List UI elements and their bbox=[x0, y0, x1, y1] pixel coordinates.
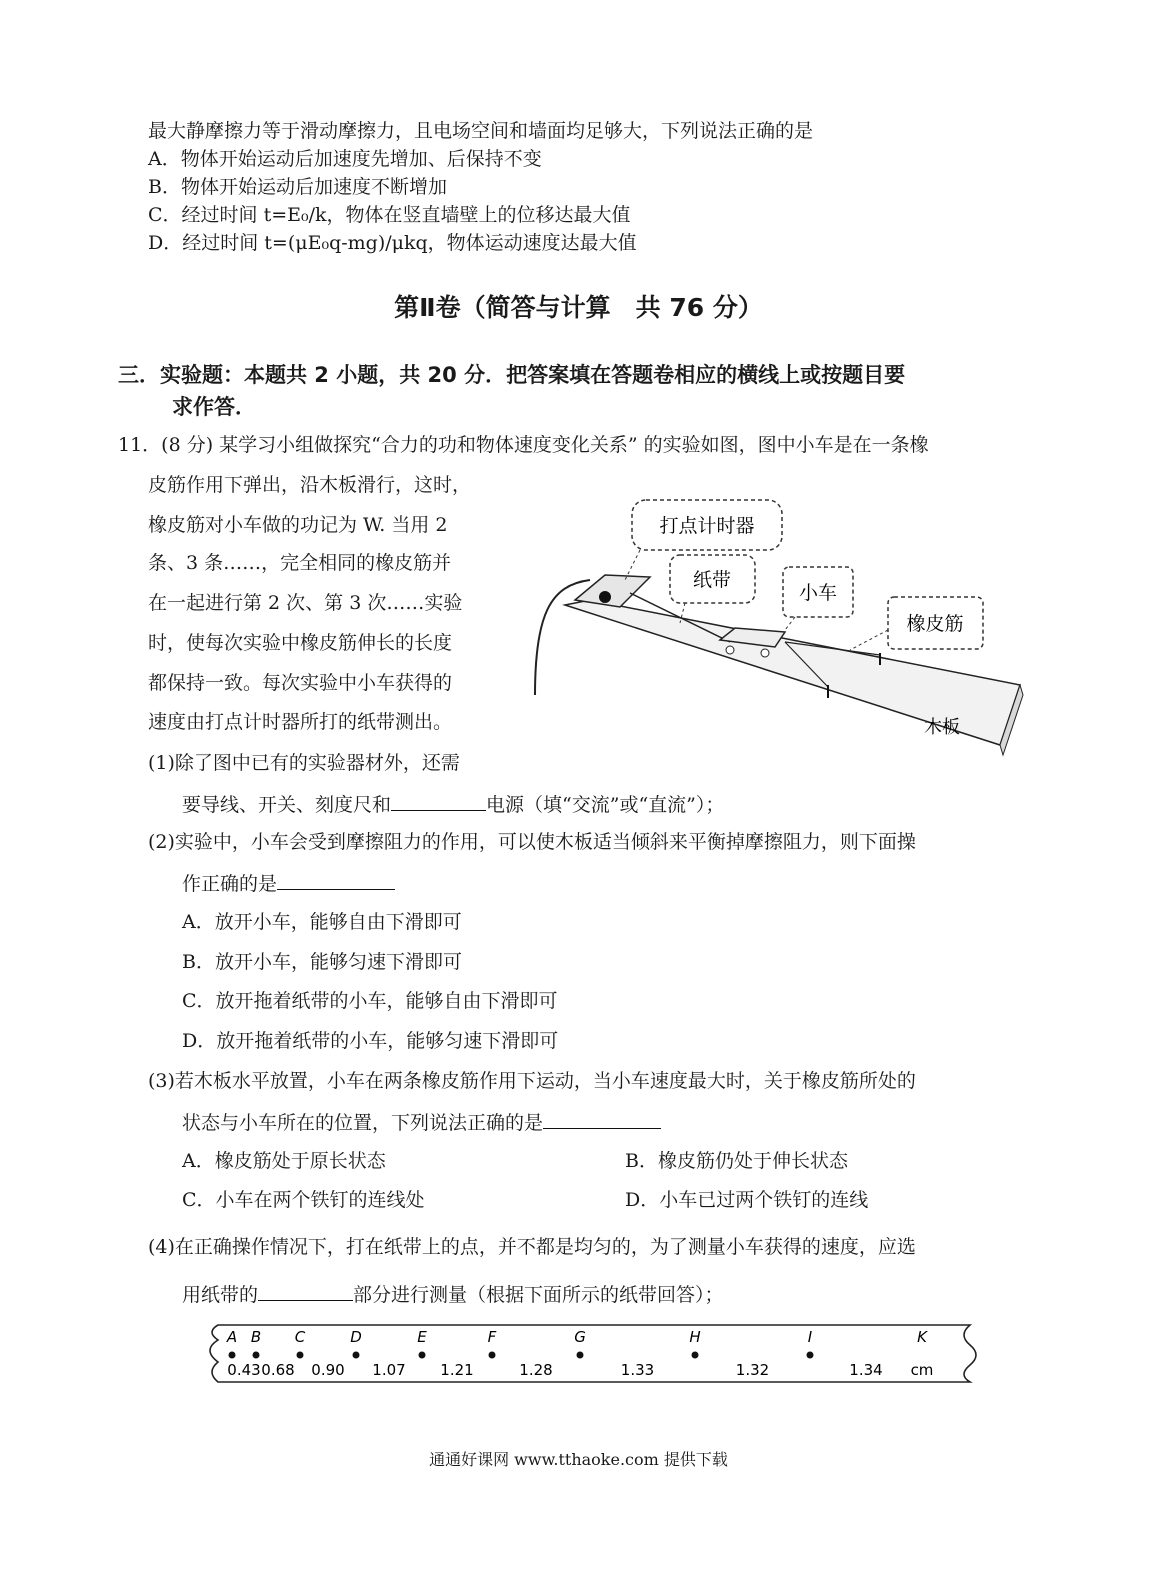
tape-distance-label: 1.33 bbox=[620, 1361, 655, 1379]
q11-sub2-line2 bbox=[182, 869, 395, 897]
option-c: C．经过时间 t=E₀/k，物体在竖直墙壁上的位移达最大值 bbox=[148, 204, 631, 226]
tape-point-label: E bbox=[417, 1328, 427, 1346]
paper-tape-diagram bbox=[200, 1320, 980, 1390]
sub3-text: 状态与小车所在的位置，下列说法正确的是 bbox=[182, 1112, 544, 1134]
cart-wheel bbox=[761, 649, 769, 657]
tape-point-label: K bbox=[917, 1328, 927, 1346]
option-a: A．物体开始运动后加速度先增加、后保持不变 bbox=[148, 148, 542, 170]
section3-heading-line2: 求作答． bbox=[172, 395, 256, 419]
option-b: B．物体开始运动后加速度不断增加 bbox=[148, 176, 447, 198]
tape-dot bbox=[807, 1352, 814, 1359]
cart-wheel bbox=[726, 646, 734, 654]
tape-point-label: F bbox=[487, 1328, 497, 1346]
sub1-text-pre: 要导线、开关、刻度尺和 bbox=[182, 794, 392, 816]
tape-point-label: A bbox=[226, 1328, 238, 1346]
part2-title: 第Ⅱ卷（简答与计算 共 76 分） bbox=[394, 293, 763, 322]
tape-dot bbox=[692, 1352, 699, 1359]
question-stem-tail: 最大静摩擦力等于滑动摩擦力，且电场空间和墙面均足够大，下列说法正确的是 bbox=[148, 120, 814, 142]
sub1-text-post: 电源（填“交流”或“直流”）； bbox=[486, 794, 725, 816]
q11-left-line: 皮筋作用下弹出，沿木板滑行，这时， bbox=[148, 474, 472, 496]
tape-point-label: H bbox=[689, 1328, 701, 1346]
timer-dot bbox=[599, 591, 611, 603]
answer-blank-1[interactable] bbox=[391, 790, 486, 811]
tape-distance-label: 0.43 bbox=[227, 1361, 261, 1379]
q11-left-line: 条、3 条……，完全相同的橡皮筋并 bbox=[148, 552, 452, 574]
sub2-option-d: D．放开拖着纸带的小车，能够匀速下滑即可 bbox=[182, 1030, 559, 1052]
tape-dot bbox=[353, 1352, 360, 1359]
tape-dot bbox=[577, 1352, 584, 1359]
q11-sub2-line1: (2)实验中，小车会受到摩擦阻力的作用，可以使木板适当倾斜来平衡掉摩擦阻力，则下面操 bbox=[148, 831, 916, 853]
label-board: 木板 bbox=[924, 717, 960, 738]
sub4-text-post: 部分进行测量（根据下面所示的纸带回答）； bbox=[353, 1284, 724, 1306]
sub3-option-a: A．橡皮筋处于原长状态 bbox=[182, 1150, 386, 1172]
tape-distance-label: 0.90 bbox=[311, 1361, 345, 1379]
tape-point-label: D bbox=[350, 1328, 362, 1346]
q11-left-line: 橡皮筋对小车做的功记为 W. 当用 2 bbox=[148, 514, 448, 536]
answer-blank-3[interactable] bbox=[543, 1108, 661, 1129]
q11-left-line: 在一起进行第 2 次、第 3 次……实验 bbox=[148, 592, 463, 614]
footer: 通通好课网 www.tthaoke.com 提供下载 bbox=[429, 1450, 728, 1469]
label-tape: 纸带 bbox=[692, 569, 732, 591]
q11-sub1-line1: (1)除了图中已有的实验器材外，还需 bbox=[148, 752, 460, 774]
tape-distance-label: 1.28 bbox=[519, 1361, 553, 1379]
q11-sub3-line2 bbox=[182, 1108, 661, 1136]
q11-sub3-line1: (3)若木板水平放置，小车在两条橡皮筋作用下运动，当小车速度最大时，关于橡皮筋所处的 bbox=[148, 1070, 916, 1092]
q11-left-line: 速度由打点计时器所打的纸带测出。 bbox=[148, 711, 453, 733]
sub4-text-pre: 用纸带的 bbox=[182, 1284, 259, 1306]
tape-dot bbox=[489, 1352, 496, 1359]
tape-point-label: G bbox=[574, 1328, 586, 1346]
sub2-option-c: C．放开拖着纸带的小车，能够自由下滑即可 bbox=[182, 990, 558, 1012]
answer-blank-2[interactable] bbox=[277, 869, 395, 890]
label-rubber: 橡皮筋 bbox=[906, 613, 964, 635]
sub2-option-b: B．放开小车，能够匀速下滑即可 bbox=[182, 951, 462, 973]
label-timer: 打点计时器 bbox=[659, 515, 755, 537]
tape-unit-label: cm bbox=[910, 1361, 934, 1379]
tape-dot bbox=[419, 1352, 426, 1359]
apparatus-figure bbox=[520, 495, 1040, 770]
callout-pointer bbox=[785, 617, 795, 630]
option-d: D．经过时间 t=(μE₀q-mg)/μkq，物体运动速度达最大值 bbox=[148, 232, 637, 254]
q11-line1: 11．(8 分) 某学习小组做探究“合力的功和物体速度变化关系” 的实验如图，图中小车是在一条橡 bbox=[118, 434, 929, 456]
label-cart: 小车 bbox=[798, 582, 838, 604]
answer-blank-4[interactable] bbox=[258, 1280, 353, 1301]
tape-dot bbox=[297, 1352, 304, 1359]
sub3-option-d: D．小车已过两个铁钉的连线 bbox=[625, 1189, 869, 1211]
tape-point-label: I bbox=[807, 1328, 813, 1346]
tape-distance-label: 1.34 bbox=[849, 1361, 883, 1379]
callout-pointer bbox=[850, 630, 888, 650]
tape-distance-label: 1.32 bbox=[735, 1361, 770, 1379]
sub3-option-c: C．小车在两个铁钉的连线处 bbox=[182, 1189, 425, 1211]
sub3-option-b: B．橡皮筋仍处于伸长状态 bbox=[625, 1150, 848, 1172]
tape-dot bbox=[253, 1352, 260, 1359]
tape-distance-label: 1.07 bbox=[372, 1361, 406, 1379]
q11-sub1-line2 bbox=[182, 790, 724, 818]
tape-point-label: B bbox=[250, 1328, 262, 1346]
q11-sub4-line2 bbox=[182, 1280, 724, 1308]
tape-point-label: C bbox=[294, 1328, 306, 1346]
q11-sub4-line1: (4)在正确操作情况下，打在纸带上的点，并不都是均匀的，为了测量小车获得的速度，应选 bbox=[148, 1236, 916, 1258]
section3-heading-line1: 三．实验题：本题共 2 小题，共 20 分．把答案填在答题卷相应的横线上或按题目要 bbox=[118, 363, 906, 387]
tape-distance-label: 0.68 bbox=[261, 1361, 295, 1379]
q11-left-line: 都保持一致。每次实验中小车获得的 bbox=[148, 672, 453, 694]
q11-left-line: 时，使每次实验中橡皮筋伸长的长度 bbox=[148, 632, 453, 654]
tape-distance-label: 1.21 bbox=[440, 1361, 474, 1379]
sub2-option-a: A．放开小车，能够自由下滑即可 bbox=[182, 911, 462, 933]
tape-dot bbox=[229, 1352, 236, 1359]
sub2-text: 作正确的是 bbox=[182, 873, 278, 895]
